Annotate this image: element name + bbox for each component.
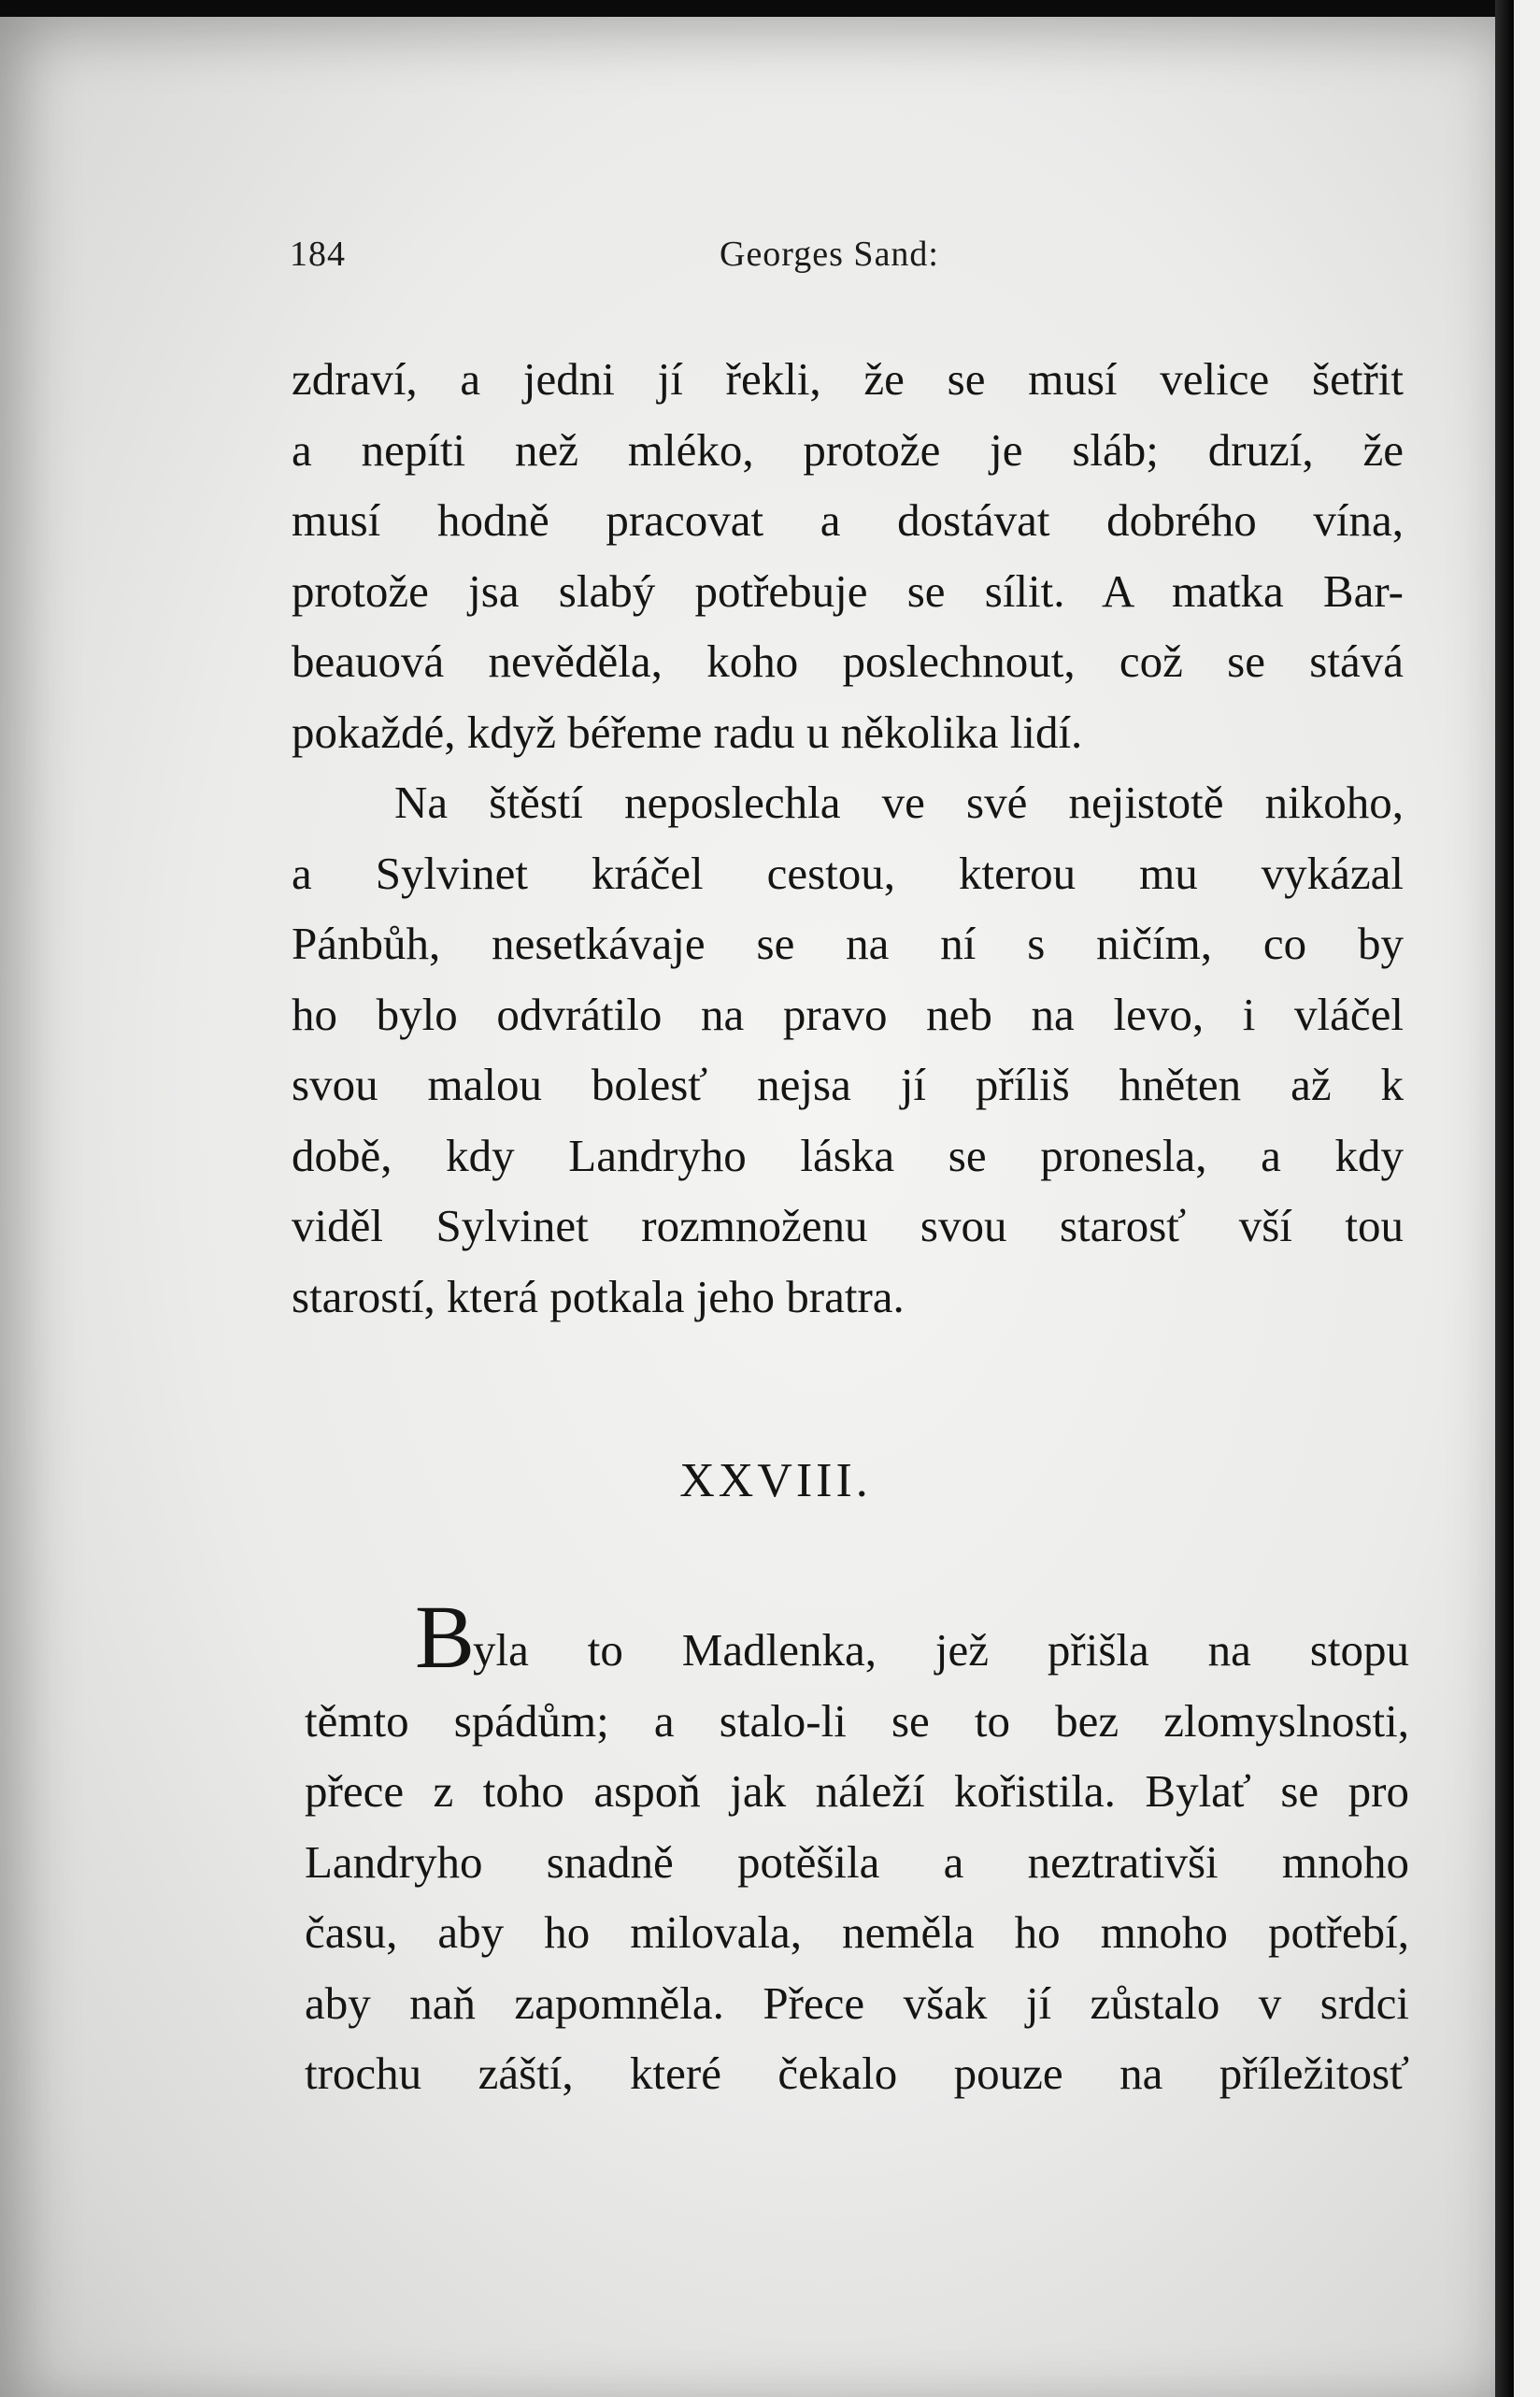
text-line: času, aby ho milovala, neměla ho mnoho potřebí, bbox=[305, 1906, 1409, 1958]
text-line: yla to Madlenka, jež přišla na stopu bbox=[473, 1624, 1409, 1676]
text-line: beauová nevěděla, koho poslechnout, což se stává bbox=[292, 635, 1404, 687]
text-line: starostí, která potkala jeho bratra. bbox=[292, 1270, 905, 1322]
drop-cap-letter: B bbox=[415, 1587, 476, 1687]
text-line: aby naň zapomněla. Přece však jí zůstalo v srdci bbox=[305, 1976, 1409, 2029]
chapter-heading: XXVIII. bbox=[679, 1454, 872, 1507]
page-number: 184 bbox=[290, 235, 346, 274]
text-line: zdraví, a jedni jí řekli, že se musí velice šetřit bbox=[292, 353, 1404, 405]
text-line: přece z toho aspoň jak náleží kořistila. Bylať se pro bbox=[305, 1765, 1409, 1817]
text-line: a nepíti než mléko, protože je sláb; druzí, že bbox=[292, 423, 1404, 476]
body-text-bottom bbox=[305, 1587, 1409, 2109]
text-line: viděl Sylvinet rozmnoženu svou starosť vší tou bbox=[292, 1200, 1404, 1251]
text-line: a Sylvinet kráčel cestou, kterou mu vykázal bbox=[292, 847, 1404, 899]
text-line: pokaždé, když béřeme radu u několika lidí. bbox=[292, 706, 1083, 758]
text-line: těmto spádům; a stalo-li se to bez zlomyslnosti, bbox=[305, 1694, 1409, 1747]
text-line: trochu záští, které čekalo pouze na příležitosť bbox=[305, 2047, 1409, 2099]
text-line: musí hodně pracovat a dostávat dobrého vína, bbox=[292, 494, 1404, 546]
text-line: Landryho snadně potěšila a neztrativši mnoho bbox=[305, 1835, 1409, 1888]
text-line: době, kdy Landryho láska se pronesla, a kdy bbox=[292, 1129, 1404, 1181]
running-head: Georges Sand: bbox=[720, 235, 939, 274]
text-line: protože jsa slabý potřebuje se sílit. A matka Bar- bbox=[292, 564, 1404, 617]
page-header bbox=[290, 234, 1402, 280]
text-line: svou malou bolesť nejsa jí příliš hněten až k bbox=[292, 1059, 1404, 1110]
body-text-top bbox=[292, 344, 1404, 1332]
next-page-edge bbox=[1514, 0, 1540, 2397]
text-line: Na štěstí neposlechla ve své nejistotě nikoho, bbox=[394, 777, 1404, 828]
text-line: ho bylo odvrátilo na pravo neb na levo, i vláčel bbox=[292, 988, 1404, 1040]
drop-cap-line bbox=[305, 1587, 1409, 1687]
text-line: Pánbůh, nesetkávaje se na ní s ničím, co by bbox=[292, 918, 1404, 969]
